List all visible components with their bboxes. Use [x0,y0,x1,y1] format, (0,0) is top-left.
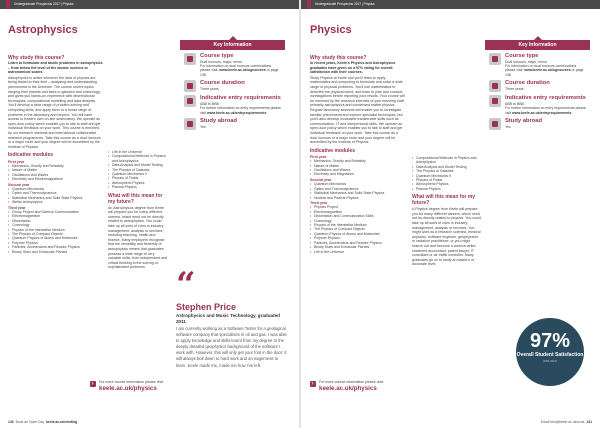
module-item: • Cosmology [310,219,405,223]
key-info-title: Course duration [505,80,550,87]
module-item: • Plasma Physics [412,187,482,191]
footer-right-text: Email info@keele.ac.uk/ucas [540,420,585,424]
module-item: • Particles, Accelerators and Reactor Physics [310,241,405,245]
module-item: • Life in the Universe [108,150,168,154]
module-item: • Polymer Physics [310,236,405,240]
key-info-text [505,95,586,115]
physics-key-info [485,40,590,130]
astro-second-year-list [8,187,103,205]
footer-left [8,416,77,428]
key-info-title: Indicative entry requirements [505,95,586,102]
key-info-extra-text: For information on dual honours combinations please visit: [200,64,272,73]
bar-accent [307,0,311,9]
arrow-icon [90,381,96,387]
physics-title: Physics [310,24,352,36]
astro-title: Astrophysics [8,24,78,36]
entry-icon [489,95,501,107]
module-item: • Mechanics, Gravity and Relativity [8,164,103,168]
key-info-tail: or page 138 [200,68,279,77]
key-info-title: Course type [505,53,539,59]
module-item: • Life in the Universe [310,250,405,254]
physics-first-year-label: First year [310,155,327,160]
stat-value: 97% [529,330,571,352]
module-item: • Statistical Mechanics and Solid State Physics [8,196,103,200]
key-info-extra [505,106,586,115]
footer-left-link[interactable]: keele.ac.uk/visiting [46,420,78,424]
module-item: • Quantum Physics of Atoms and Molecules [310,232,405,236]
key-info-text [200,80,281,92]
module-item: • Dissertation [8,219,103,223]
key-info-text [200,53,281,77]
module-item: • Polymer Physics [8,241,103,245]
module-item: • Physics of the Interstellar Medium [8,228,103,232]
module-item: • Oscillations and Waves [310,168,405,172]
duration-icon [184,80,196,92]
module-item: • Quantum Physics of Atoms and Molecules [8,236,103,240]
key-info-desc: Three years [505,86,524,91]
physics-future-body: A Physics degree from Keele will prepare you for many different careers, which need not be directly related to physics. You could take up all sorts of roles in industry, management, analysis or services. You might work as a research scientist, medical physicist, software engineer, geophysicist or radiation practitioner, or you might branch out and become a science writer, chartered accountant, patent lawyer, IT consultant or air traffic controller. Many graduates go on to study at master's or doctorate level. [412,207,481,267]
key-info-link[interactable]: www.keele.ac.uk/ugcourses [219,68,266,73]
module-item: • Oscillations and Waves [8,173,103,177]
key-info-item [485,50,590,77]
module-item: • Binary Stars and Extrasolar Planets [310,245,405,249]
course-type-icon [184,53,196,65]
header-left-text: Undergraduate Prospectus 2017 | Physics [14,2,74,6]
physics-key-items [485,50,590,130]
physics-second-year-label: Second year [310,178,332,183]
physics-col-2 [412,156,482,267]
module-item: • Group Project and Science Communication [8,210,103,214]
key-info-title: Indicative entry requirements [200,95,281,102]
key-info-extra-text: For further information on entry requirements please visit [200,106,281,115]
module-item: • Stellar Astrophysics [8,200,103,204]
key-info-title: Study abroad [505,118,543,125]
satisfaction-badge [516,318,584,386]
module-item: • Computational Methods in Physics and Astrophysics [412,156,482,165]
key-info-title: Course duration [200,80,245,87]
physics-second-year-list [310,182,405,200]
module-item: • Quantum Mechanics II [108,172,168,176]
module-item: • Nature of Matter [8,168,103,172]
entry-icon [184,95,196,107]
module-item: • Cosmology [8,223,103,227]
quote-text: I am currently working as a Software Tester for a geological software company that specialises in oil and gas. I was able to apply knowledge and skills learnt from my degree to the deeply detailed geophysics background of the software I work with. However, this will only get your foot in the door; it will always boil down to hard work and an eagerness to learn. Keele made me, made me how I've left. [176,326,287,368]
physics-why-heading: Why study this course? [310,55,367,61]
physics-more-text: For more course information please visit: [319,380,384,384]
module-item: • Quantum Mechanics [310,182,405,186]
physics-col2-list [412,156,482,191]
key-info-desc: Yes [505,124,511,129]
physics-third-year-list [310,205,405,253]
module-item: • Electromagnetism [310,210,405,214]
key-info-link[interactable]: www.keele.ac.uk/entryrequirements [207,110,267,115]
footer-right [541,416,592,428]
key-info-item [485,77,590,92]
module-item: • Plasma Physics [108,185,168,189]
module-item: • Mechanics, Gravity and Relativity [310,159,405,163]
module-item: • Optics and Thermodynamics [8,191,103,195]
module-item: • Quantum Mechanics II [412,174,482,178]
key-info-text [200,95,281,115]
stat-source: (NSS 2015) [543,360,557,363]
course-type-icon [489,53,501,65]
key-info-extra [200,64,281,77]
key-info-item [180,92,285,115]
arrow-icon [310,381,316,387]
module-item: • Electromagnetism [8,214,103,218]
key-info-desc: Yes [200,124,206,129]
header-right-text: Undergraduate Prospectus 2017 | Physics [315,2,375,6]
module-item: • Nature of Matter [310,164,405,168]
bar-accent [6,0,10,9]
astro-key-items [180,50,285,130]
module-item: • Electricity and Magnetism [310,172,405,176]
astro-future-body: An Astrophysics degree from Keele will prepare you for many different careers, which need not be directly related to astrophysics. You could take up all sorts of roles in industry, management, analysis or services, including teaching, health and finance. Many employers recognise that the versatility and flexibility of astrophysics means that graduates possess a wide range of very valuable skills, from independent and critical thinking to the solving of sophisticated problems. [108,205,168,270]
key-info-text [505,53,586,77]
key-info-item [485,115,590,130]
physics-lede: In recent years, Keele's Physics and Astrophysics graduates have given us a 97% rating for overall satisfaction with their courses. [310,61,396,75]
module-item: • Physics of Fluids [412,178,482,182]
module-item: • Electricity and Electromagnetism [8,177,103,181]
key-info-title: Study abroad [200,118,238,125]
module-item: • Data Analysis and Model Testing [108,163,168,167]
astro-col2-list [108,150,168,190]
key-info-desc: ABB to BBB [505,101,524,106]
astro-why-heading: Why study this course? [8,55,65,61]
astro-lede: Learn to formulate and tackle problems in astrophysics – from below the level of the atomic nucleus to astronomical scales. [8,61,103,75]
physics-more-link[interactable]: keele.ac.uk/physics [319,385,377,392]
astro-more-text: For more course information please visit: [99,380,164,384]
physics-modules-heading: Indicative modules [310,147,356,154]
astro-future-heading: What will this mean for my future? [108,192,163,205]
quote-mark-icon: “ [176,265,196,305]
physics-body: Study Physics at Keele and you'll learn to apply mathematics and computing to formulate and solve a wide range of physical problems. You'll use mathematics to describe the physical world, and learn to plan and conduct investigations before reporting your results. Your course will be informed by the research interests of your teaching staff, primarily astrophysics and condensed matter physics. Regular laboratory sessions will enable you to investigate familiar phenomena and explore specialist techniques, but you'll also develop invaluable transferable skills such as communication, IT and interpersonal skills. We operate an open-door policy which enables you to talk to staff and get individual feedback on your work. Take this course as a dual honours or a major route and your degree will be accredited by the Institute of Physics. [310,75,405,145]
stat-label: Overall Student Satisfaction [516,352,584,358]
key-info-item [180,115,285,130]
physics-third-year-label: Third year [310,201,328,206]
page-number-right: 141 [586,420,592,424]
key-info-desc: ABB to BBB [200,101,219,106]
module-item: • Atmospheric Physics [412,182,482,186]
module-item: • Data Analysis and Model Testing [412,165,482,169]
module-item: • The Physics of Galaxies [412,169,482,173]
abroad-icon [489,118,501,130]
astro-body: Astrophysics is active wherever the laws of physics are being tested to their limit – analysing and understanding phenomena in the Universe. The course covers topics ranging from planets and stars to galaxies and cosmology, and gives you hands-on experience with observational techniques, computational modelling and data analysis. You'll develop a wide range of problem-solving and computing skills, and apply them to a broad range of problems in the laboratory and beyond. You will have access to Keele's own on-site observatory. We operate an open-door policy which enables you to talk to staff and get individual feedback on your work. This course is enriched by our research interests and international collaborative research programmes. Take this course as a dual honours or a major route and your degree will be accredited by the Institute of Physics. [8,75,101,149]
module-item: • Binary Stars and Extrasolar Planets [8,250,103,254]
module-item: • Physics of the Interstellar Medium [310,223,405,227]
module-item: • Physics of Fluids [108,176,168,180]
physics-first-year-list [310,159,405,177]
key-info-item [485,92,590,115]
abroad-icon [184,118,196,130]
key-info-link[interactable]: www.keele.ac.uk/entryrequirements [512,110,572,115]
duration-icon [489,80,501,92]
astro-key-info [180,40,285,130]
key-info-item [180,50,285,77]
quote-name: Stephen Price [176,302,237,312]
key-info-title: Course type [200,53,234,59]
key-info-desc: Three years [200,86,219,91]
key-info-extra-text: For information on dual honours combinations please visit: [505,64,577,73]
astro-first-year-list [8,164,103,182]
physics-col-1 [310,52,405,254]
module-item: • Nuclear and Particle Physics [310,196,405,200]
astro-modules-heading: Indicative modules [8,152,54,159]
page-number-left: 140 [8,420,14,424]
key-info-extra [505,64,586,77]
module-item: • The Physics of Compact Objects [8,232,103,236]
astro-col-2 [108,150,168,270]
quote-role: Astrophysics and Music Technology, graduated 2011 [176,313,280,324]
key-info-item [180,77,285,92]
module-item: • The Physics of Galaxies [108,168,168,172]
module-item: • The Physics of Compact Objects [310,227,405,231]
key-info-text [505,118,586,130]
astro-more-info [90,380,164,392]
key-info-desc: Dual honours, major, minor [505,59,548,64]
astro-first-year-label: First year [8,159,25,164]
module-item: • Atmospheric Physics [108,181,168,185]
key-info-desc: Dual honours, major, minor [200,59,243,64]
astro-more-link[interactable]: keele.ac.uk/physics [99,385,157,392]
page-gutter [299,0,301,428]
module-item: • Dissertation and Communication Skills [310,214,405,218]
key-info-extra-text: For further information on entry requirements please visit [505,106,586,115]
key-info-link[interactable]: www.keele.ac.uk/ugcourses [524,68,571,73]
astro-third-year-label: Third year [8,206,26,211]
key-info-text [200,118,281,130]
key-info-extra [200,106,281,115]
top-bar-left [0,0,299,9]
key-info-tail: or page 138 [505,68,584,77]
key-info-text [505,80,586,92]
physics-key-heading: Key Information [485,40,590,50]
astro-second-year-label: Second year [8,182,30,187]
module-item: • Quantum Mechanics [8,187,103,191]
astro-key-heading: Key Information [180,40,285,50]
footer-left-text: Book an Open Day [15,420,45,424]
physics-future-heading: What will this mean for my future? [412,194,476,207]
module-item: • Optics and Thermodynamics [310,187,405,191]
module-item: • Physics Project [310,205,405,209]
astro-third-year-list [8,210,103,254]
physics-more-info [310,380,384,392]
module-item: • Statistical Mechanics and Solid State Physics [310,191,405,195]
module-item: • Computational Methods in Physics and Astrophysics [108,154,168,163]
astro-col-1 [8,52,103,254]
module-item: • Particles, Accelerators and Reactor Physics [8,245,103,249]
top-bar-right [301,0,600,9]
